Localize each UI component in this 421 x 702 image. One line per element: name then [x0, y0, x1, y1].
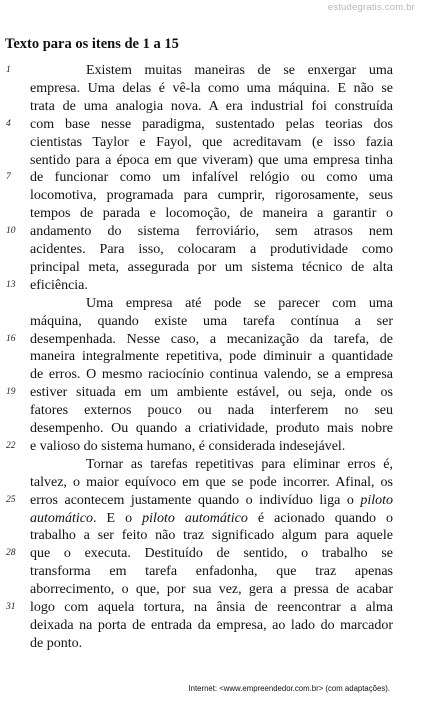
- text-line: maneira integralmente repetitiva, pode diminuir a quantidade: [30, 349, 393, 365]
- text-line: andamento do sistema ferroviário, sem atrasos nem: [30, 224, 393, 240]
- text-line: de funcionar como um infalível relógio ou como uma: [30, 170, 393, 186]
- text-line: empresa. Uma delas é vê-la como uma máquina. E não se: [30, 80, 393, 96]
- line-number: 4: [6, 118, 11, 129]
- line-number: 25: [6, 494, 16, 505]
- text-line: aborrecimento, o que, por sua vez, gera a pressa de acabar: [30, 582, 393, 598]
- line-number: 31: [6, 602, 16, 612]
- text-line: trata de uma analogia nova. A era industrial foi construída: [30, 98, 393, 114]
- text-line: cientistas Taylor e Fayol, que acreditavam (e isso fazia: [30, 134, 393, 150]
- text-line: estiver situada em um ambiente estável, ou seja, onde os: [30, 385, 393, 401]
- text-line: de erros. O mesmo raciocínio continua valendo, se a empresa: [30, 367, 393, 383]
- section-heading: Texto para os itens de 1 a 15: [5, 36, 179, 52]
- text-line: transforma em tarefa enfadonha, que traz apenas: [30, 564, 393, 580]
- line-number: 10: [6, 226, 16, 237]
- text-line: sentido para a época em que viveram) que uma empresa tinha: [30, 152, 393, 168]
- text-line: desempenhada. Nesse caso, a mecanização da tarefa, de: [30, 331, 393, 347]
- line-number: 19: [6, 387, 16, 398]
- text-line: máquina, quando existe uma tarefa contínua a ser: [30, 313, 393, 329]
- text-line: Uma empresa até pode se parecer com uma: [86, 295, 393, 311]
- text-line: automático. E o piloto automático é acionado quando o: [30, 510, 393, 526]
- text-line: que o executa. Destituído de sentido, o trabalho se: [30, 546, 393, 562]
- text-line: principal meta, assegurada por um sistema técnico de alta: [30, 259, 393, 275]
- line-number: 28: [6, 548, 16, 559]
- text-line: com base nesse paradigma, sustentado pelas teorias dos: [30, 116, 393, 132]
- line-number: 1: [6, 65, 11, 75]
- text-line: Existem muitas maneiras de se enxergar uma: [86, 63, 393, 78]
- text-line: eficiência.: [30, 277, 88, 293]
- line-number: 13: [6, 279, 16, 290]
- text-line: erros acontecem justamente quando o indivíduo liga o piloto: [30, 492, 393, 508]
- line-number: 7: [6, 172, 11, 183]
- line-number: 16: [6, 333, 16, 344]
- text-line: desempenho. Ou quando a criatividade, produto mais nobre: [30, 421, 393, 436]
- text-line: fatores externos pouco ou nada interferem no seu: [30, 403, 393, 419]
- text-line: trabalho a ser feito não traz significado algum para aquele: [30, 528, 393, 544]
- text-line: acidentes. Para isso, colocaram a produtividade como: [30, 242, 393, 257]
- text-line: talvez, o maior equívoco em que se pode incorrer. Afinal, os: [30, 474, 393, 490]
- text-line: e valioso do sistema humano, é considerada indesejável.: [30, 438, 346, 454]
- line-number: 22: [6, 440, 16, 451]
- text-line: locomotiva, programada para cumprir, rigorosamente, seus: [30, 188, 393, 204]
- site-watermark: estudegratis.com.br: [327, 2, 415, 13]
- text-line: deixada na porta de entrada da empresa, ao lado do marcador: [30, 617, 393, 633]
- source-citation: Internet: <www.empreendedor.com.br> (com adaptações).: [188, 684, 390, 693]
- text-line: de ponto.: [30, 635, 83, 651]
- text-line: logo com aquela tortura, na ânsia de reencontrar a alma: [30, 600, 393, 615]
- text-line: tempos de parada e locomoção, de maneira a garantir o: [30, 206, 393, 222]
- text-line: Tornar as tarefas repetitivas para eliminar erros é,: [86, 456, 393, 472]
